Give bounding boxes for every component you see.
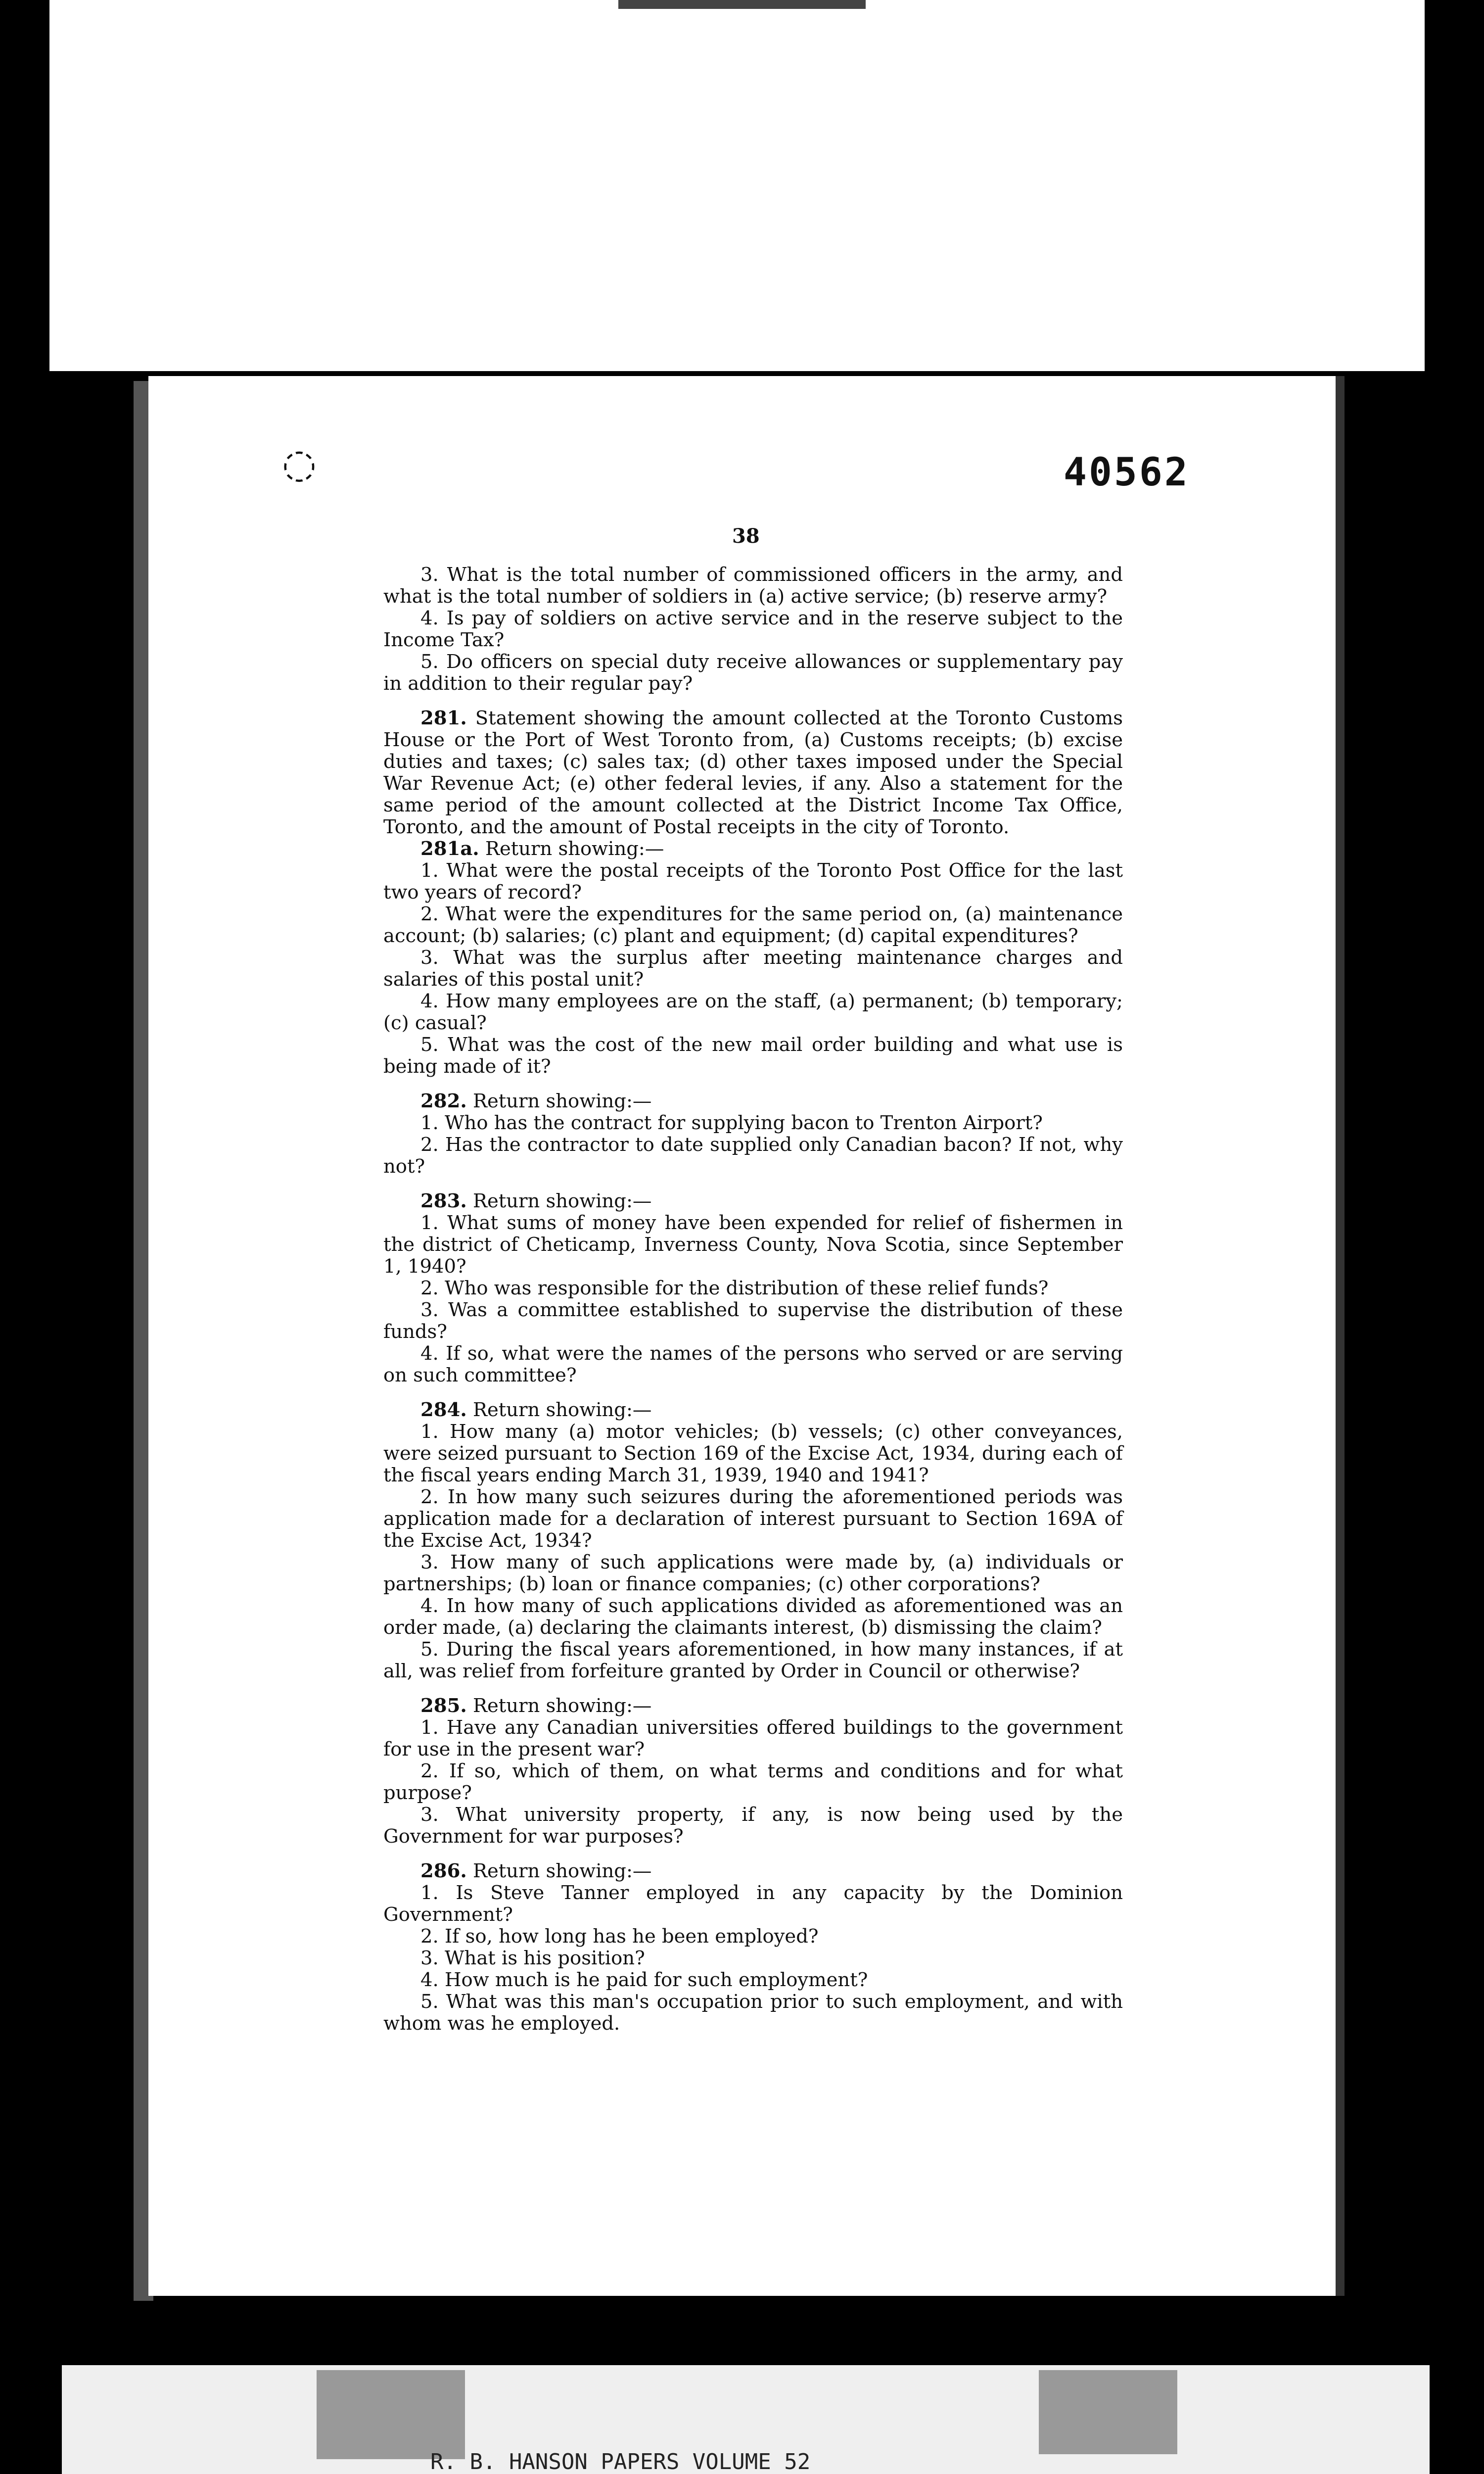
punch-hole-mark: ◌ xyxy=(282,440,317,486)
section-number: 281. xyxy=(420,707,467,729)
question-item: 5. Do officers on special duty receive allowances or supplementary pay in addition to their regular pay? xyxy=(383,651,1123,695)
section-heading xyxy=(383,708,1123,838)
section-intro: Return showing:— xyxy=(473,1090,652,1112)
frame-edge xyxy=(618,0,866,9)
tape-piece-right xyxy=(1039,2370,1177,2454)
question-section xyxy=(383,1091,1123,1178)
question-item: 3. How many of such applications were made by, (a) individuals or partnerships; (b) loan or finance companies; (c) other corporations? xyxy=(383,1551,1123,1595)
question-item: 2. Who was responsible for the distribution of these relief funds? xyxy=(420,1277,1049,1299)
section-intro: Return showing:— xyxy=(473,1860,652,1882)
question-item: 3. What is his position? xyxy=(420,1947,645,1969)
section-intro: Return showing:— xyxy=(485,838,664,860)
question-item: 1. What sums of money have been expended for relief of fishermen in the district of Cheticamp, Inverness County, Nova Scotia, since September 1, 1940? xyxy=(383,1212,1123,1278)
section-number: 284. xyxy=(420,1399,467,1421)
section-number: 281a. xyxy=(420,838,479,860)
section-heading xyxy=(383,1860,1123,1882)
section-number: 282. xyxy=(420,1090,467,1112)
question-item: 3. What is the total number of commissioned officers in the army, and what is the total number of soldiers in (a) active service; (b) reserve army? xyxy=(383,564,1123,608)
section-heading xyxy=(383,1399,1123,1421)
question-item: 2. Has the contractor to date supplied only Canadian bacon? If not, why not? xyxy=(383,1134,1123,1178)
page-number: 38 xyxy=(732,524,760,548)
section-heading xyxy=(383,1091,1123,1112)
question-item: 2. If so, how long has he been employed? xyxy=(420,1925,819,1948)
section-intro: Statement showing the amount collected at the Toronto Customs House or the Port of West Toronto from, (a) Customs receipts; (b) excise duties and taxes; (c) sales tax; (d) other taxes imposed under the Special War Revenue Act; (e) other federal levies, if any. Also a statement for the same period of the amount collected at the District Income Tax Office, Toronto, and the amount of Postal receipts in the city of Toronto. xyxy=(383,707,1123,838)
sheet-edge xyxy=(1336,376,1345,2296)
question-section xyxy=(383,564,1123,695)
section-heading xyxy=(383,1695,1123,1717)
section-number: 286. xyxy=(420,1860,467,1882)
question-section xyxy=(383,1695,1123,1848)
question-section xyxy=(383,838,1123,1078)
question-item: 5. What was this man's occupation prior to such employment, and with whom was he employed. xyxy=(383,1991,1123,2035)
question-item: 1. Have any Canadian universities offered buildings to the government for use in the present war? xyxy=(383,1716,1123,1760)
question-item: 4. How many employees are on the staff, (a) permanent; (b) temporary; (c) casual? xyxy=(383,990,1123,1034)
section-number: 285. xyxy=(420,1695,467,1717)
question-item: 1. Who has the contract for supplying bacon to Trenton Airport? xyxy=(420,1112,1043,1134)
question-item: 1. What were the postal receipts of the Toronto Post Office for the last two years of record? xyxy=(383,859,1123,904)
question-item: 5. During the fiscal years aforementioned, in how many instances, if at all, was relief from forfeiture granted by Order in Council or otherwise? xyxy=(383,1638,1123,1682)
section-intro: Return showing:— xyxy=(473,1695,652,1717)
question-item: 2. What were the expenditures for the same period on, (a) maintenance account; (b) salaries; (c) plant and equipment; (d) capital expenditures? xyxy=(383,903,1123,947)
question-item: 4. In how many of such applications divided as aforementioned was an order made, (a) declaring the claimants interest, (b) dismissing the claim? xyxy=(383,1595,1123,1639)
question-section xyxy=(383,708,1123,838)
question-item: 3. What was the surplus after meeting maintenance charges and salaries of this postal unit? xyxy=(383,947,1123,991)
question-item: 3. Was a committee established to supervise the distribution of these funds? xyxy=(383,1299,1123,1343)
question-item: 4. How much is he paid for such employment? xyxy=(420,1969,868,1991)
question-item: 2. If so, which of them, on what terms and conditions and for what purpose? xyxy=(383,1760,1123,1804)
question-item: 1. How many (a) motor vehicles; (b) vessels; (c) other conveyances, were seized pursuant to Section 169 of the Excise Act, 1934, during each of the fiscal years ending March 31, 1939, 1940 and 1941? xyxy=(383,1421,1123,1486)
question-section xyxy=(383,1399,1123,1682)
document-body xyxy=(383,564,1123,2035)
question-item: 2. In how many such seizures during the aforementioned periods was application made for a declaration of interest pursuant to Section 169A of the Excise Act, 1934? xyxy=(383,1486,1123,1552)
question-section xyxy=(383,1190,1123,1386)
section-heading xyxy=(383,1190,1123,1212)
question-section xyxy=(383,1860,1123,2035)
collection-label: R. B. HANSON PAPERS VOLUME 52 xyxy=(430,2449,811,2474)
section-intro: Return showing:— xyxy=(473,1190,652,1212)
question-item: 4. If so, what were the names of the persons who served or are serving on such committee? xyxy=(383,1342,1123,1386)
section-heading xyxy=(383,838,1123,860)
section-number: 283. xyxy=(420,1190,467,1212)
stamp-number: 40562 xyxy=(1064,450,1190,495)
question-item: 3. What university property, if any, is now being used by the Government for war purposes? xyxy=(383,1804,1123,1848)
question-item: 1. Is Steve Tanner employed in any capacity by the Dominion Government? xyxy=(383,1882,1123,1926)
microfilm-frame-top xyxy=(49,0,1425,371)
tape-piece-left xyxy=(317,2370,465,2459)
question-item: 5. What was the cost of the new mail order building and what use is being made of it? xyxy=(383,1034,1123,1078)
question-item: 4. Is pay of soldiers on active service and in the reserve subject to the Income Tax? xyxy=(383,607,1123,651)
section-intro: Return showing:— xyxy=(473,1399,652,1421)
